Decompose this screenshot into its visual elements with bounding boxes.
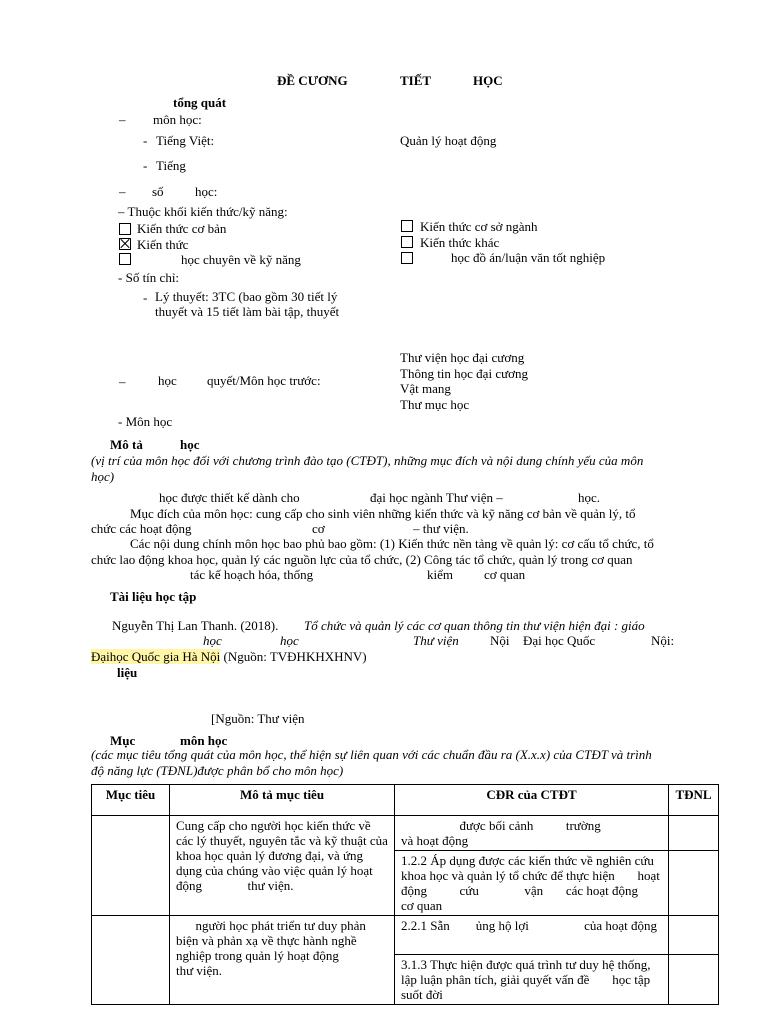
prerequisite-label-2: quyết/Môn học trước: [207,373,321,388]
checkbox-specialized-skills[interactable] [119,253,131,265]
cdr-text: 3.1.3 Thực hiện được quá trình tư duy hệ thống, lập luận phân tích, giải quyết vấn đề học tập suốt đời [401,957,654,1002]
description-note: (vị trí của môn học đối với chương trình đào tạo (CTĐT), những mục đích và nội dung chính yếu của môn [91,453,644,468]
description-para-3: Các nội dung chính môn học bao phủ bao gồm: (1) Kiến thức nền tảng về quản lý: cơ cấu tổ chức, tổ [130,536,654,551]
description-para-2b: chức các hoạt động [91,521,192,536]
objective-id-cell [92,816,170,916]
section-general-heading: tổng quát [173,95,227,110]
description-heading: Mô tả [110,437,143,452]
description-heading-2: học [180,437,200,452]
objectives-heading: Mục [110,733,136,748]
theory-credits-cont: thuyết và 15 tiết làm bài tập, thuyết [155,304,340,319]
objectives-note: (các mục tiêu tổng quát của môn học, thể hiện sự liên quan với các chuẩn đầu ra (X.x.x) của CTĐT và trình [91,747,652,762]
checkbox-thesis[interactable] [401,252,413,264]
materials-heading: Tài liệu học tập [110,589,197,604]
theory-credits: Lý thuyết: 3TC (bao gồm 30 tiết lý [155,289,338,304]
reference-title-cont-3: Thư viện [413,633,459,648]
reference-publisher-line [91,649,367,664]
description-para-3b: chức lao động khoa học, quản lý các nguồn lực của tổ chức, (2) Công tác tổ chức, quản lý trong cơ quan [91,552,633,567]
tdnl-cell [669,916,719,955]
checkbox-major-knowledge[interactable] [119,238,131,250]
header-description: Mô tả mục tiêu [170,785,395,816]
description-para-1c: học. [578,490,601,505]
description-para-1b: đại học ngành Thư viện – [370,490,503,505]
table-row [92,916,719,955]
description-para-2: Mục đích của môn học: cung cấp cho sinh viên những kiến thức và kỹ năng cơ bản về quản lý, tổ [130,506,636,521]
description-note-cont: học) [91,469,115,484]
credits-label: - Số tín chỉ: [118,270,180,285]
table-header-row [92,785,719,816]
bullet-dash: - [143,290,148,305]
objective-description-cell [170,916,395,1005]
reference-publisher: Đại học Quốc [523,633,596,648]
reference-source: (Nguồn: TVĐHKHXHNV) [223,649,367,664]
objective-description-cell [170,816,395,916]
vietnamese-name-label: Tiếng Việt: [156,133,215,148]
option-foundation-knowledge: Kiến thức cơ sở ngành [420,219,538,234]
description-para-3e: cơ quan [484,567,526,582]
checkbox-foundation-knowledge[interactable] [401,220,413,232]
description-para-2c: cơ [312,521,325,536]
header-objective: Mục tiêu [92,785,170,816]
other-course-label: - Môn học [118,414,173,429]
objective-id-cell [92,916,170,1005]
objectives-note-cont: độ năng lực (TĐNL)được phân bổ cho môn học) [91,763,344,778]
title-word-2: TIẾT [400,73,432,88]
course-code-label-2: học: [195,184,218,199]
prerequisite-value: Vật mang [400,381,451,396]
bullet-dash: - [143,133,148,148]
checkbox-basic-knowledge[interactable] [119,223,131,235]
title-word-1: ĐỀ CƯƠNG [277,73,348,88]
option-basic-knowledge: Kiến thức cơ bản [137,221,227,236]
reference-title-cont-2: học [280,633,299,648]
reference-title-cont: học [203,633,222,648]
prerequisite-value: Thư viện học đại cương [400,350,525,365]
cdr-text: 2.2.1 Sẵn ủng hộ lợi của hoạt động [401,918,658,933]
materials-source: [Nguồn: Thư viện [211,711,305,726]
bullet-dash: – [119,374,126,389]
reference-publisher-highlight: Đạihọc Quốc gia Hà Nội [91,649,221,664]
reference-city: Nội [490,633,510,648]
prerequisite-value: Thông tin học đại cương [400,366,529,381]
option-major-knowledge: Kiến thức [137,237,189,252]
cdr-cell [395,916,669,955]
objectives-table [91,784,719,1005]
prerequisite-value: Thư mục học [400,397,470,412]
objectives-heading-2: môn học [180,733,228,748]
reference-author: Nguyễn Thị Lan Thanh. (2018). [112,618,279,633]
description-para-3d: kiểm [427,567,453,582]
bullet-dash: - [143,158,148,173]
table-row [92,816,719,851]
knowledge-block-label: – Thuộc khối kiến thức/kỹ năng: [118,204,288,219]
option-specialized-skills: học chuyên về kỹ năng [181,252,301,267]
course-code-label: số [152,184,164,199]
cdr-cell [395,955,669,1005]
reference-title: Tổ chức và quản lý các cơ quan thông tin thư viện hiện đại : giáo [304,618,645,633]
tdnl-cell [669,816,719,851]
vietnamese-name-value: Quản lý hoạt động [400,133,497,148]
checkbox-other-knowledge[interactable] [401,236,413,248]
objective-description-text: người học phát triển tư duy phản biện và phản xạ về thực hành nghề nghiệp trong quản lý hoạt động thư viện. [176,918,385,978]
cdr-text: 1.2.2 Áp dụng được các kiến thức về nghiên cứu khoa học và quản lý tổ chức để thực hiện hoạt động cứu vận các hoạt động cơ quan [401,853,671,913]
materials-subheading: liệu [117,665,138,680]
cdr-cell [395,816,669,851]
header-tdnl: TĐNL [669,785,719,816]
header-cdr: CĐR của CTĐT [395,785,669,816]
cdr-cell [395,851,669,916]
bullet-dash: – [119,112,126,127]
tdnl-cell [669,851,719,916]
prerequisite-label: học [158,373,177,388]
description-para-1: học được thiết kế dành cho [159,490,300,505]
english-name-label: Tiếng [156,158,186,173]
description-para-3c: tác kế hoạch hóa, thống [190,567,314,582]
course-name-label: môn học: [153,112,202,127]
reference-city-2: Nội: [651,633,675,648]
cdr-text: được bối cảnh trường và hoạt động [401,818,660,848]
bullet-dash: – [119,184,126,199]
option-other-knowledge: Kiến thức khác [420,235,500,250]
title-word-3: HỌC [473,73,503,88]
objective-description-text: Cung cấp cho người học kiến thức về các lý thuyết, nguyên tắc và kỹ thuật của khoa học quản lý đương đại, và ứng dụng của chúng vào việc quản lý hoạt động thư viện. [176,818,392,893]
description-para-2d: – thư viện. [413,521,469,536]
tdnl-cell [669,955,719,1005]
option-thesis: học đồ án/luận văn tốt nghiệp [451,250,606,265]
